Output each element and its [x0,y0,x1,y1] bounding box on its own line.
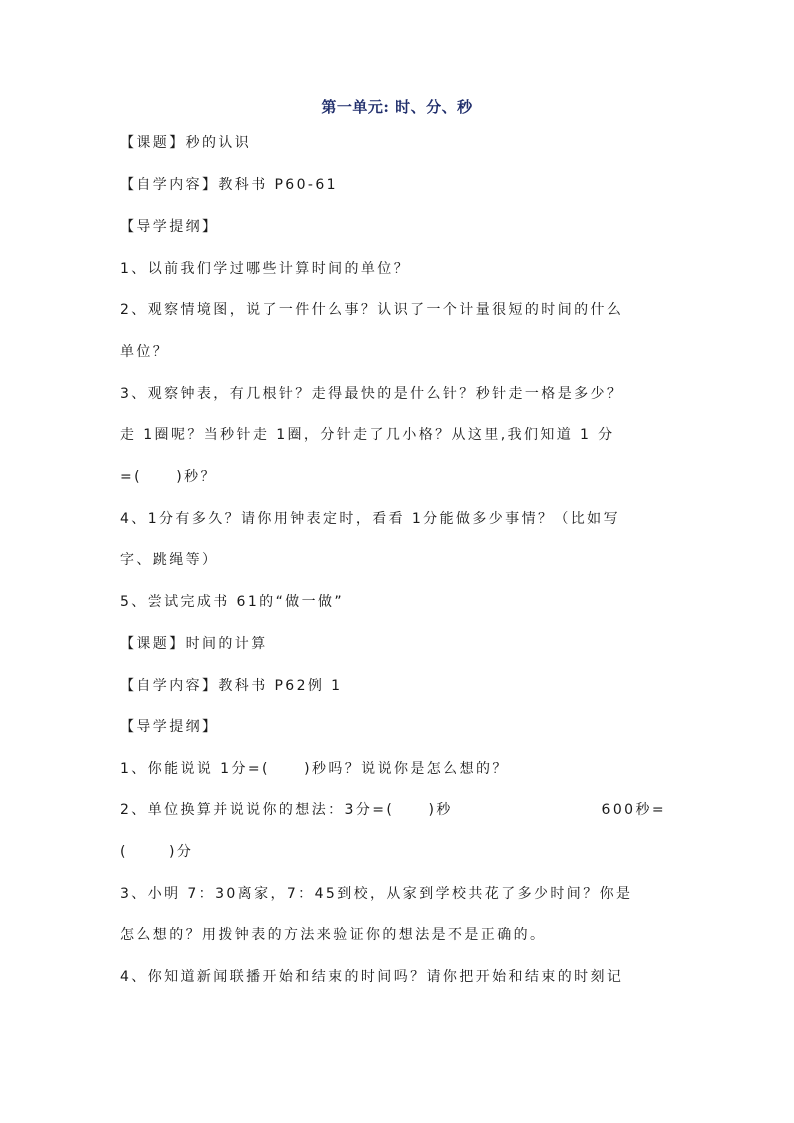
question-1-3-line-1: 3、观察钟表，有几根针？走得最快的是什么针？秒针走一格是多少？ [120,386,624,402]
self-study-content-1: 【自学内容】教科书 P60-61 [120,177,338,193]
self-study-content-2: 【自学内容】教科书 P62例 1 [120,678,343,694]
guide-outline-header-2: 【导学提纲】 [120,719,219,735]
question-2-3-line-1: 3、小明 7：30离家，7：45到校，从家到学校共花了多少时间？你是 [120,886,633,902]
lesson-topic-1: 【课题】秒的认识 [120,135,252,151]
guide-outline-header-1: 【导学提纲】 [120,219,219,235]
question-1-1: 1、以前我们学过哪些计算时间的单位？ [120,261,411,277]
question-2-2-left: 2、单位换算并说说你的想法：3分=( )秒 [120,802,453,818]
question-2-4-line-1: 4、你知道新闻联播开始和结束的时间吗？请你把开始和结束的时刻记 [120,969,624,985]
question-1-2-line-1: 2、观察情境图，说了一件什么事？认识了一个计量很短的时间的什么 [120,302,624,318]
question-2-1: 1、你能说说 1分=( )秒吗？说说你是怎么想的？ [120,761,509,777]
page-title: 第一单元: 时、分、秒 [321,98,473,116]
question-1-5: 5、尝试完成书 61的“做一做” [120,594,345,610]
question-1-3-line-3: =( )秒？ [120,469,217,485]
question-1-4-line-2: 字、跳绳等） [120,552,219,568]
question-1-3-line-2: 走 1圈呢？当秒针走 1圈，分针走了几小格？从这里,我们知道 1 分 [120,427,615,443]
question-1-4-line-1: 4、1分有多久？请你用钟表定时，看看 1分能做多少事情？（比如写 [120,511,620,527]
lesson-topic-2: 【课题】时间的计算 [120,636,268,652]
question-1-2-line-2: 单位？ [120,344,170,360]
question-2-3-line-2: 怎么想的？用拨钟表的方法来验证你的想法是不是正确的。 [120,927,547,943]
question-2-2-line-2: ( )分 [120,844,194,860]
question-2-2-right: 600秒= [601,802,666,818]
